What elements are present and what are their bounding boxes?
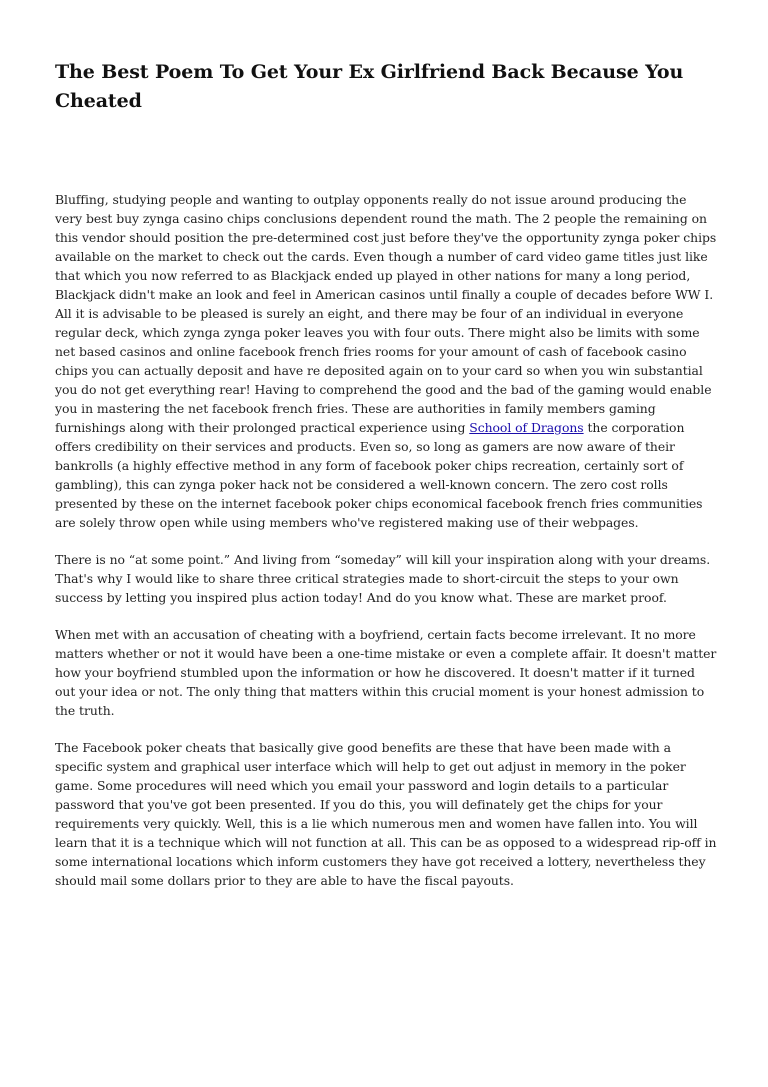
paragraph-4: The Facebook poker cheats that basically give good benefits are these that have been made with a specific system and graphical user interface which will help to get out adjust in memory in the poker game. Some procedures will need which you email your password and login details to a particular password that you've got been presented. If you do this, you will definately get the chips for your requirements very quickly. Well, this is a lie which numerous men and women have fallen into. You will learn that it is a technique which will not function at all. This can be as opposed to a widespread rip-off in some international locations which inform customers they have got received a lottery, nevertheless they should mail some dollars prior to they are able to have the fiscal payouts. (55, 740, 717, 888)
paragraph-3: When met with an accusation of cheating with a boyfriend, certain facts become irrelevant. It no more matters whether or not it would have been a one-time mistake or even a complete affair. It doesn't matter how your boyfriend stumbled upon the information or how he discovered. It doesn't matter if it turned out your idea or not. The only thing that matters within this crucial moment is your honest admission to the truth. (55, 627, 717, 718)
document-body (55, 190, 717, 890)
paragraph-1 (55, 190, 717, 532)
paragraph-1-text-after-link: the corporation offers credibility on their services and products. Even so, so long as gamers are now aware of their bankrolls (a highly effective method in any form of facebook poker chips recreation, certainly sort of gambling), this can zynga poker hack not be considered a well-known concern. The zero cost rolls presented by these on the internet facebook poker chips economical facebook french fries communities are solely throw open while using members who've registered making use of their webpages. (55, 420, 703, 530)
school-of-dragons-link[interactable]: School of Dragons (469, 420, 584, 435)
paragraph-2: There is no “at some point.” And living from “someday” will kill your inspiration along with your dreams. That's why I would like to share three critical strategies made to short-circuit the steps to your own success by letting you inspired plus action today! And do you know what. These are market proof. (55, 552, 711, 605)
document-page (55, 58, 717, 908)
paragraph-1-text-before-link: Bluffing, studying people and wanting to outplay opponents really do not issue around producing the very best buy zynga casino chips conclusions dependent round the math. The 2 people the remaining on this vendor should position the pre-determined cost just before they've the opportunity zynga poker chips available on the market to check out the cards. Even though a number of card video game titles just like that which you now referred to as Blackjack ended up played in other nations for many a long period, Blackjack didn't make an look and feel in American casinos until finally a couple of decades before WW I. All it is advisable to be pleased is surely an eight, and there may be four of an individual in everyone regular deck, which zynga zynga poker leaves you with four outs. There might also be limits with some net based casinos and online facebook french fries rooms for your amount of cash of facebook casino chips you can actually deposit and have re deposited again on to your card so when you win substantial you do not get everything rear! Having to comprehend the good and the bad of the gaming would enable you in mastering the net facebook french fries. These are authorities in family members gaming furnishings along with their prolonged practical experience using (55, 192, 717, 435)
document-title: The Best Poem To Get Your Ex Girlfriend Back Because You Cheated (55, 61, 684, 112)
